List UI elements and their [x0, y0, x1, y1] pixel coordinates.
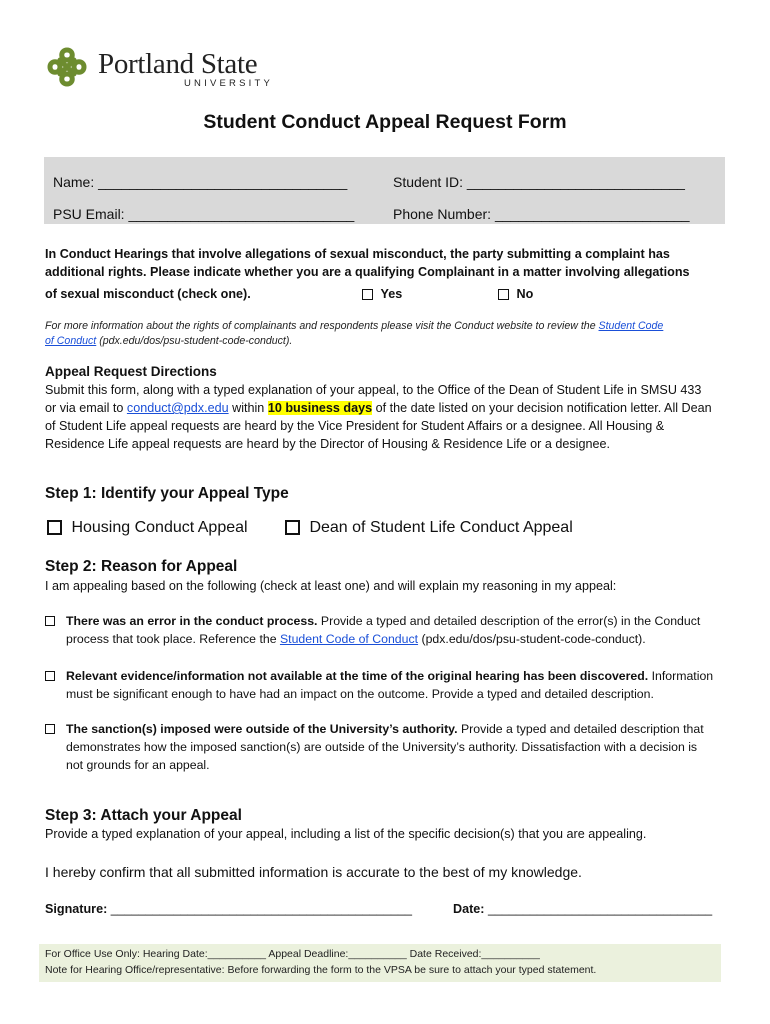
deadline-highlight: 10 business days [267, 401, 373, 415]
reason-procedural-error[interactable] [45, 613, 735, 653]
reason-1-line-1 [66, 613, 700, 631]
step1-heading: Step 1: Identify your Appeal Type [45, 485, 289, 502]
step3-text: Provide a typed explanation of your appeal, including a list of the specific decision(s) that you are appealing. [45, 827, 647, 841]
confirmation-statement: I hereby confirm that all submitted information is accurate to the best of my knowledge. [45, 864, 582, 880]
no-option[interactable] [498, 286, 533, 304]
logo-subtitle: UNIVERSITY [184, 78, 274, 89]
office-use-box [39, 944, 721, 982]
reason-1-text: process that took place. Reference the [66, 632, 280, 646]
directions-text: within [228, 401, 268, 415]
reason-2-line-2: must be significant enough to have had an impact on the outcome. Provide a typed and detailed description. [66, 687, 654, 701]
misconduct-line-2: additional rights. Please indicate whether you are a qualifying Complainant in a matter involving allegations [45, 265, 690, 279]
reason-3-title: The sanction(s) imposed were outside of the University’s authority. [66, 722, 458, 736]
date-line[interactable]: ________________________________ [484, 902, 713, 916]
reason-1-line-2 [66, 631, 646, 649]
directions-text: of the date listed on your decision notification letter. All Dean [372, 401, 712, 415]
directions-heading: Appeal Request Directions [45, 364, 217, 379]
reason-3-line-1 [66, 721, 704, 739]
date-field[interactable] [453, 901, 712, 919]
info-note-line-2 [45, 333, 292, 349]
office-use-line-1: For Office Use Only: Hearing Date:__________ Appeal Deadline:__________ Date Received:__________ [45, 948, 540, 960]
no-label: No [516, 287, 534, 301]
yes-label: Yes [380, 287, 403, 301]
reason-2-text: Information [648, 669, 714, 683]
reason-1-title: There was an error in the conduct process. [66, 614, 318, 628]
info-note-text: For more information about the rights of complainants and respondents please visit the Conduct website to review the [45, 320, 599, 332]
logo-name: Portland State [98, 48, 258, 80]
reason-1-checkbox[interactable] [45, 616, 55, 626]
reason-3-line-3: not grounds for an appeal. [66, 758, 210, 772]
student-code-link-continued[interactable]: of Conduct [45, 335, 97, 347]
dean-appeal-checkbox[interactable] [285, 520, 300, 535]
reason-1-text: Provide a typed and detailed description of the error(s) in the Conduct [317, 614, 701, 628]
step3-heading: Step 3: Attach your Appeal [45, 807, 242, 824]
no-checkbox[interactable] [498, 289, 509, 300]
student-id-field[interactable]: Student ID: ____________________________ [393, 174, 685, 190]
reason-3-text: Provide a typed and detailed description that [457, 722, 704, 736]
dean-appeal-option[interactable] [285, 519, 573, 537]
office-use-line-2: Note for Hearing Office/representative: Before forwarding the form to the VPSA be sure to attach your typed statement. [45, 964, 597, 976]
signature-field[interactable] [45, 901, 412, 919]
directions-text: or via email to [45, 401, 127, 415]
signature-label: Signature: [45, 902, 108, 916]
student-info-box [44, 157, 725, 224]
reason-2-title: Relevant evidence/information not available at the time of the original hearing has been discovered. [66, 669, 649, 683]
housing-appeal-option[interactable] [47, 519, 248, 537]
housing-appeal-label: Housing Conduct Appeal [71, 519, 248, 536]
dean-appeal-label: Dean of Student Life Conduct Appeal [309, 519, 573, 536]
housing-appeal-checkbox[interactable] [47, 520, 62, 535]
step2-intro: I am appealing based on the following (check at least one) and will explain my reasoning in my appeal: [45, 579, 617, 593]
form-title: Student Conduct Appeal Request Form [203, 111, 567, 133]
info-note-line-1 [45, 318, 663, 334]
portland-state-logo-icon [44, 44, 90, 90]
misconduct-line-3: of sexual misconduct (check one). [45, 287, 251, 301]
university-logo [44, 44, 274, 94]
reason-sanction-authority[interactable] [45, 721, 735, 777]
reason-new-evidence[interactable] [45, 668, 735, 708]
name-field[interactable]: Name: ________________________________ [53, 174, 348, 190]
phone-number-field[interactable]: Phone Number: _________________________ [393, 206, 690, 222]
reason-3-checkbox[interactable] [45, 724, 55, 734]
reason-2-checkbox[interactable] [45, 671, 55, 681]
date-label: Date: [453, 902, 485, 916]
directions-line-2 [45, 400, 712, 418]
directions-line-4: Residence Life appeal requests are heard by the Director of Housing & Residence Life or a designee. [45, 437, 610, 451]
signature-line[interactable]: ___________________________________________ [107, 902, 412, 916]
misconduct-line-1: In Conduct Hearings that involve allegations of sexual misconduct, the party submitting a complaint has [45, 247, 670, 261]
reason-1-url: (pdx.edu/dos/psu-student-code-conduct). [418, 632, 646, 646]
student-code-link[interactable]: Student Code [598, 320, 664, 332]
info-note-url: (pdx.edu/dos/psu-student-code-conduct). [96, 335, 293, 347]
yes-checkbox[interactable] [362, 289, 373, 300]
conduct-email-link[interactable]: conduct@pdx.edu [126, 401, 229, 415]
directions-line-1: Submit this form, along with a typed explanation of your appeal, to the Office of the Dean of Student Life in SMSU 433 [45, 383, 702, 397]
reason-2-line-1 [66, 668, 713, 686]
reason-3-line-2: demonstrates how the imposed sanction(s) are outside of the University’s authority. Dissatisfaction with a decision is [66, 740, 698, 754]
step2-heading: Step 2: Reason for Appeal [45, 558, 238, 575]
student-code-of-conduct-link[interactable]: Student Code of Conduct [279, 632, 419, 646]
psu-email-field[interactable]: PSU Email: _____________________________ [53, 206, 355, 222]
yes-option[interactable] [362, 286, 402, 304]
directions-line-3: of Student Life appeal requests are heard by the Vice President for Student Affairs or a designee. All Housing & [45, 419, 665, 433]
